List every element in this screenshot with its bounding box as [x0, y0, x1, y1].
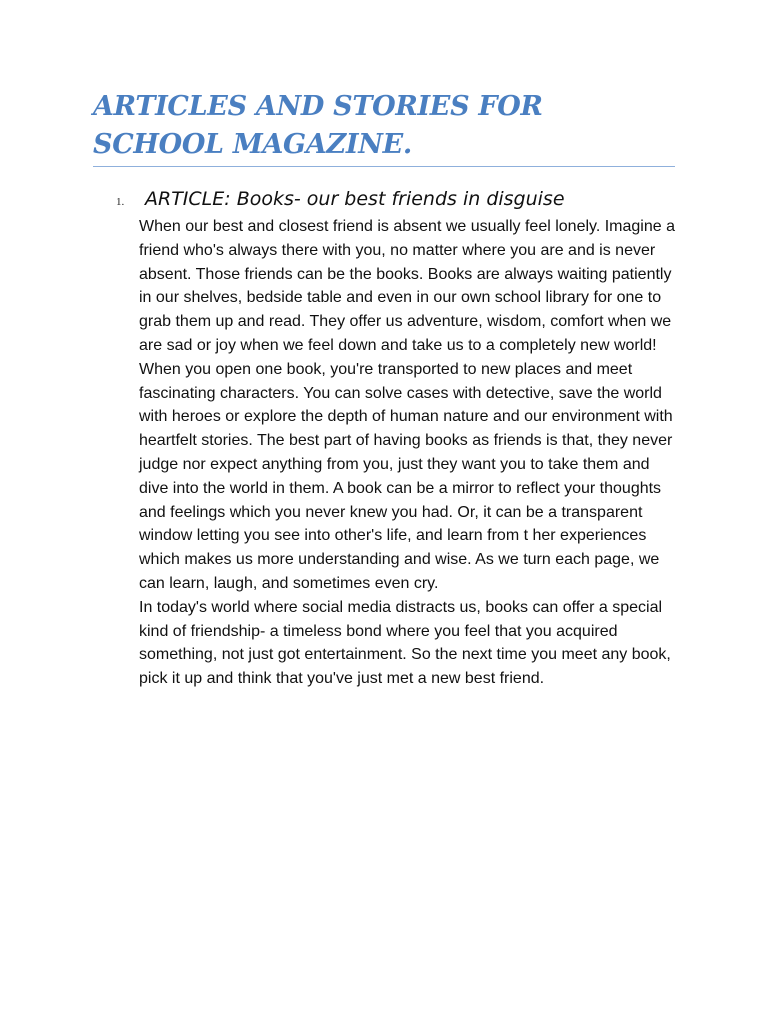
article-body: [139, 215, 677, 691]
title-underline-divider: [93, 166, 675, 167]
article-paragraph: When our best and closest friend is absent we usually feel lonely. Imagine a friend who's always there with you, no matter where you are and is never absent. Those friends can be the books. Books are always waiting patiently in our shelves, bedside table and even in our own school library for one to grab them up and read. They offer us adventure, wisdom, comfort when we are sad or joy when we feel down and take us to a completely new world! When you open one book, you're transported to new places and meet fascinating characters. You can solve cases with detective, save the world with heroes or explore the depth of human nature and our environment with heartfelt stories. The best part of having books as friends is that, they never judge nor expect anything from you, just they want you to take them and dive into the world in them. A book can be a mirror to reflect your thoughts and feelings which you never knew you had. Or, it can be a transparent window letting you see into other's life, and learn from t her experiences which makes us more understanding and wise. As we turn each page, we can learn, laugh, and sometimes even cry.: [139, 218, 675, 592]
article-heading: ARTICLE: Books- our best friends in disguise: [145, 188, 565, 210]
article-paragraph: In today's world where social media distracts us, books can offer a special kind of friendship- a timeless bond where you feel that you acquired something, not just got entertainment. So the next time you meet any book, pick it up and think that you've just met a new best friend.: [139, 598, 671, 688]
list-number: 1.: [116, 196, 125, 208]
title-block: [93, 88, 675, 164]
document-title: ARTICLES AND STORIES FOR SCHOOL MAGAZINE.: [93, 91, 543, 160]
